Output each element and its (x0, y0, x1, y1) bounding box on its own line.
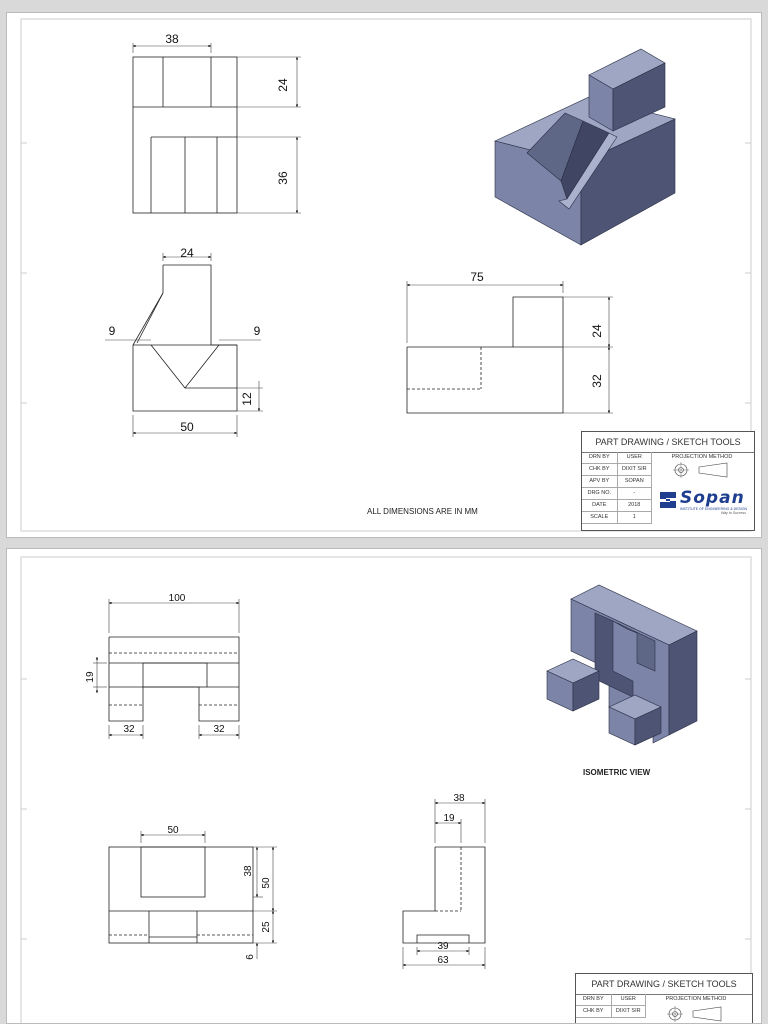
title-block-2-rows (576, 994, 646, 1018)
drawing-sheet-1 (6, 12, 762, 538)
dim-top2-slot-left: 32 (123, 724, 135, 735)
dim-front2-h3: 25 (261, 921, 272, 933)
title-block-2-title: PART DRAWING / SKETCH TOOLS (576, 974, 752, 995)
title-block-title: PART DRAWING / SKETCH TOOLS (582, 432, 754, 453)
top-view-2 (109, 637, 239, 721)
title-block-row: CHK BY DIXIT SIR (576, 1006, 646, 1018)
dim-side2-top: 19 (443, 813, 455, 824)
dim-front2-h4: 6 (245, 954, 256, 960)
title-block-1 (581, 431, 755, 531)
title-block-2 (575, 973, 753, 1024)
top-view (133, 57, 237, 213)
projection-method-2 (648, 996, 744, 1024)
projection-label-2: PROJECTION METHOD (665, 996, 727, 1002)
title-block-row: APV BY SOPAN (582, 476, 652, 488)
dim-side-top: 24 (180, 246, 194, 260)
isometric-view-label: ISOMETRIC VIEW (583, 768, 651, 777)
isometric-solid-1 (495, 49, 675, 245)
title-block-row: DRN BY USER (582, 452, 652, 464)
dim-side-depth: 12 (240, 392, 254, 406)
dim-top2-width: 100 (168, 593, 186, 604)
title-block-rows (582, 452, 652, 524)
dim-side2-base-inner: 39 (437, 941, 449, 952)
title-block-row: SCALE 1 (582, 512, 652, 524)
title-block-row: DRN BY USER (576, 994, 646, 1006)
sopan-logo-icon (656, 488, 680, 512)
isometric-solid-2 (547, 585, 697, 745)
dim-side-right-chamfer: 9 (253, 324, 261, 338)
third-angle-symbol-icon (667, 460, 737, 480)
sopan-logo: Sopan INSTITUTE OF ENGINEERING & DESIGN Way to Success (654, 486, 750, 516)
sheet-2-drawing (7, 549, 762, 1024)
drawing-sheet-2 (6, 548, 762, 1024)
dim-top-width: 38 (165, 32, 179, 46)
side-view-2 (403, 847, 485, 943)
third-angle-symbol-icon (661, 1002, 731, 1022)
projection-label: PROJECTION METHOD (671, 454, 733, 460)
units-note: ALL DIMENSIONS ARE IN MM (367, 507, 478, 516)
front-view-2 (109, 847, 253, 943)
dim-top2-slot-right: 32 (213, 724, 225, 735)
front-view (407, 297, 563, 413)
dim-front2-h1: 38 (243, 865, 254, 877)
dim-front-lower: 32 (590, 374, 604, 388)
title-block-row: DATE 2018 (582, 500, 652, 512)
dim-top-lower: 36 (276, 171, 290, 185)
dim-top2-left-height: 19 (85, 671, 96, 683)
title-block-row: DRG NO. - (582, 488, 652, 500)
dim-front2-inner: 50 (167, 825, 179, 836)
dim-front2-h2: 50 (261, 877, 272, 889)
dim-front-width: 75 (470, 270, 484, 284)
dim-side-bottom: 50 (180, 420, 194, 434)
projection-method (654, 454, 750, 482)
dim-top-upper: 24 (276, 78, 290, 92)
dim-side2-base: 63 (437, 955, 449, 966)
side-view (133, 265, 237, 411)
dim-side-left-chamfer: 9 (108, 324, 116, 338)
dim-side2-total: 38 (453, 793, 465, 804)
dim-front-upper: 24 (590, 324, 604, 338)
title-block-row: CHK BY DIXIT SIR (582, 464, 652, 476)
